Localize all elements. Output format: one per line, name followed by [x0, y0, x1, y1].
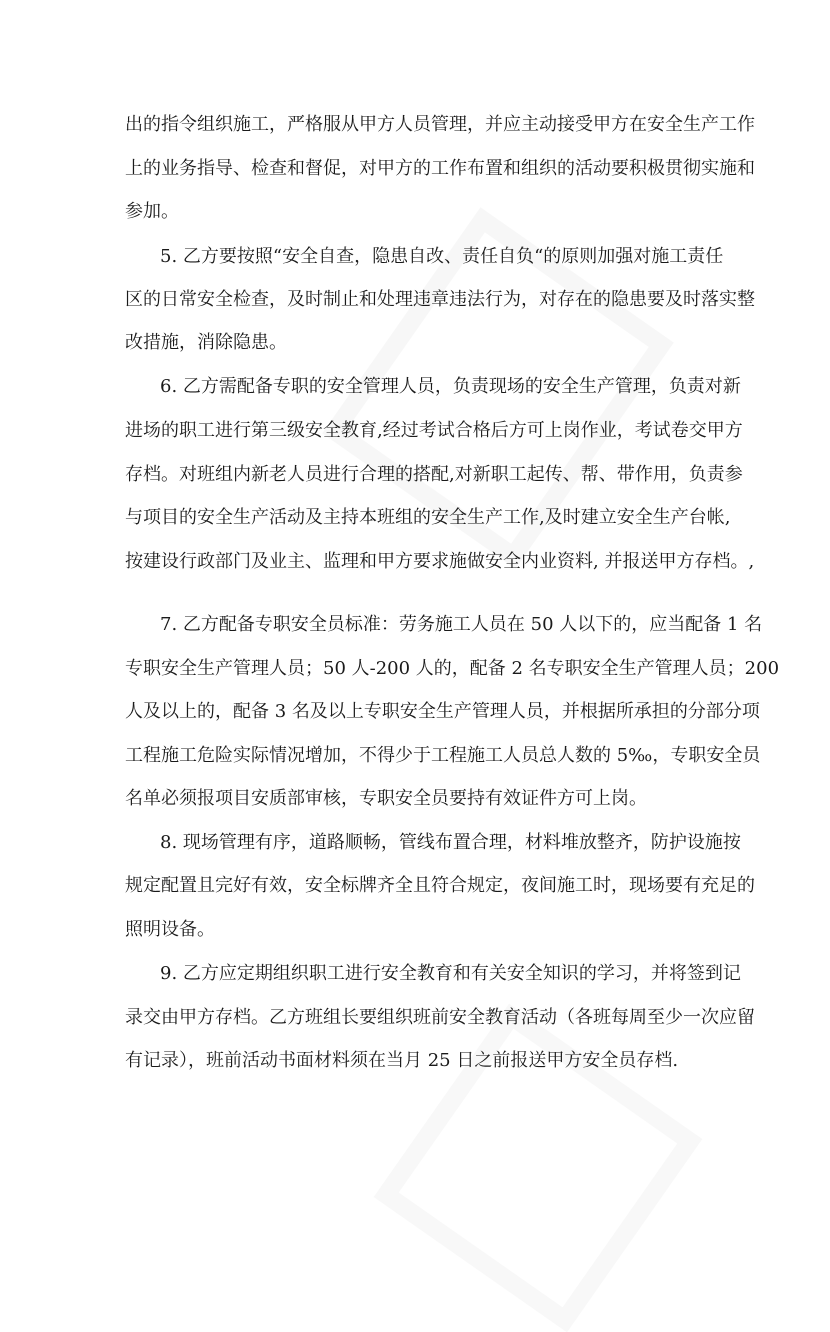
- paragraph-line: 存档。对班组内新老人员进行合理的搭配,对新职工起传、帮、带作用，负责参: [125, 464, 743, 485]
- paragraph-line: 名单必须报项目安质部审核，专职安全员要持有效证件方可上岗。: [125, 788, 647, 809]
- paragraph-line: 照明设备。: [125, 919, 215, 940]
- paragraph-line: 专职安全生产管理人员；50 人-200 人的，配备 2 名专职安全生产管理人员；200: [125, 658, 780, 679]
- paragraph-line: 录交由甲方存档。乙方班组长要组织班前安全教育活动（各班每周至少一次应留: [125, 1007, 755, 1028]
- paragraph-line: 工程施工危险实际情况增加，不得少于工程施工人员总人数的 5‰，专职安全员: [125, 745, 761, 766]
- paragraph-line: 人及以上的，配备 3 名及以上专职安全生产管理人员，并根据所承担的分部分项: [125, 701, 760, 722]
- paragraph-line: 按建设行政部门及业主、监理和甲方要求施做安全内业资料, 并报送甲方存档。,: [125, 551, 755, 572]
- paragraph-line: 8. 现场管理有序，道路顺畅，管线布置合理，材料堆放整齐，防护设施按: [160, 832, 741, 853]
- paragraph-line: 9. 乙方应定期组织职工进行安全教育和有关安全知识的学习，并将签到记: [160, 963, 741, 984]
- paragraph-line: 进场的职工进行第三级安全教育,经过考试合格后方可上岗作业，考试卷交甲方: [125, 420, 743, 441]
- paragraph-line: 出的指令组织施工，严格服从甲方人员管理，并应主动接受甲方在安全生产工作: [125, 114, 755, 135]
- paragraph-line: 改措施，消除隐患。: [125, 332, 287, 353]
- paragraph-line: 5. 乙方要按照“安全自查，隐患自改、责任自负“的原则加强对施工责任: [160, 246, 724, 267]
- paragraph-line: 6. 乙方需配备专职的安全管理人员，负责现场的安全生产管理，负责对新: [160, 376, 741, 397]
- paragraph-line: 区的日常安全检查，及时制止和处理违章违法行为，对存在的隐患要及时落实整: [125, 289, 755, 310]
- paragraph-line: 规定配置且完好有效，安全标牌齐全且符合规定，夜间施工时，现场要有充足的: [125, 875, 755, 896]
- paragraph-line: 7. 乙方配备专职安全员标准：劳务施工人员在 50 人以下的，应当配备 1 名: [160, 614, 763, 635]
- paragraph-line: 参加。: [125, 201, 179, 222]
- paragraph-line: 有记录），班前活动书面材料须在当月 25 日之前报送甲方安全员存档.: [125, 1050, 679, 1071]
- paragraph-line: 上的业务指导、检查和督促，对甲方的工作布置和组织的活动要积极贯彻实施和: [125, 158, 755, 179]
- paragraph-line: 与项目的安全生产活动及主持本班组的安全生产工作,及时建立安全生产台帐,: [125, 507, 731, 528]
